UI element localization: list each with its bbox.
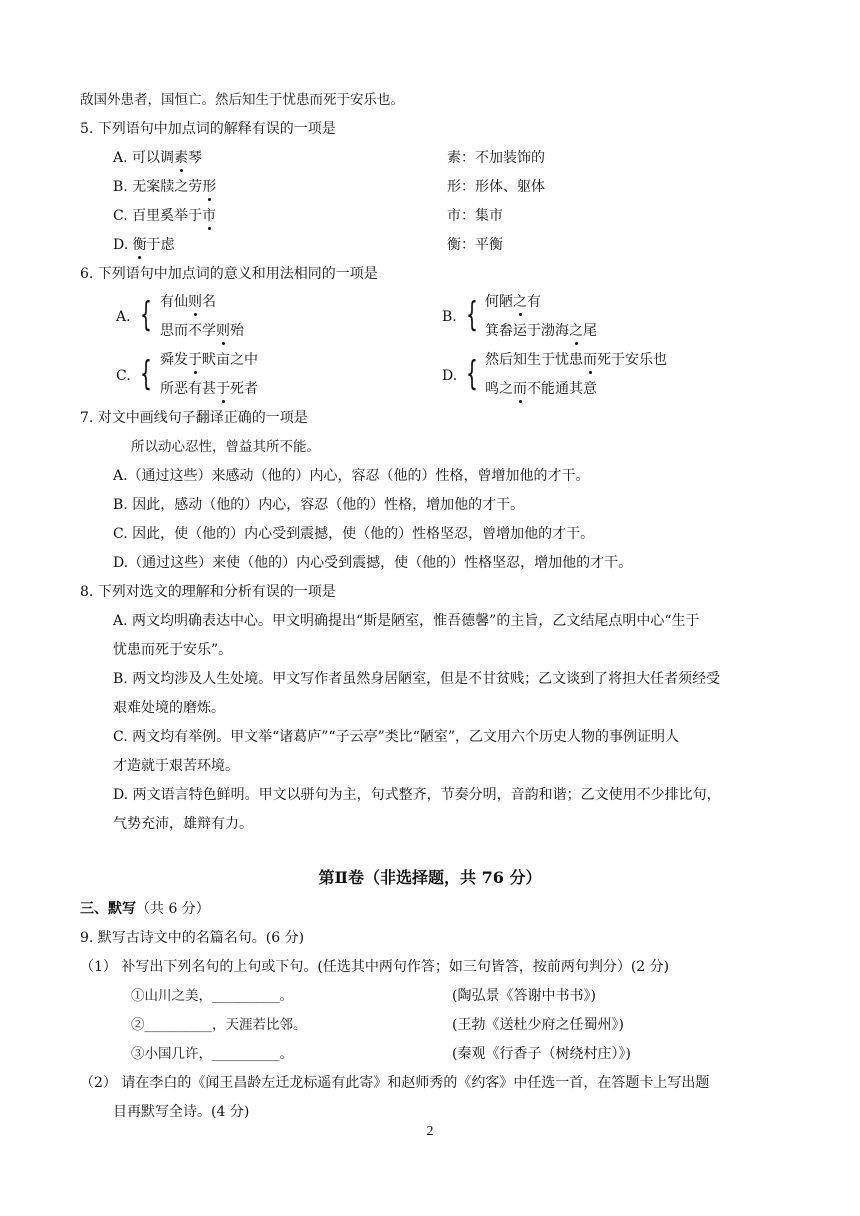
passage-last-line: 敌国外患者，国恒亡。然后知生于忧患而死于安乐也。 — [80, 92, 404, 108]
q6-stem: 6. 下列语句中加点词的意义和用法相同的一项是 — [80, 266, 378, 282]
q7-quote: 所以动心忍性，曾益其所不能。 — [131, 439, 320, 455]
q9-stem: 9. 默写古诗文中的名篇名句。(6 分) — [80, 930, 305, 946]
q9-item-1-source: (陶弘景《答谢中书书》) — [452, 988, 596, 1004]
q6-b-line1: 何陋之有 — [485, 294, 541, 310]
q9-item-2: ②__________，天涯若比邻。 — [131, 1017, 307, 1033]
q6-c-label: C. — [116, 368, 131, 384]
q5-option-a: A. 可以调素琴 — [113, 150, 203, 166]
q6-c-line1: 舜发于畎亩之中 — [160, 352, 258, 368]
q8-option-a-line2: 忧患而死于安乐”。 — [113, 642, 233, 658]
q8-option-b-line2: 艰难处境的磨炼。 — [113, 700, 225, 716]
q5-gloss-d: 衡：平衡 — [447, 237, 503, 253]
section3-heading — [80, 899, 210, 919]
q5-option-d: D. 衡于虑 — [113, 237, 175, 253]
q6-b-line2: 箕畚运于渤海之尾 — [485, 323, 597, 339]
q9-item-3: ③小国几许，__________。 — [131, 1046, 293, 1062]
q9-item-3-source: (秦观《行香子（树绕村庄）》) — [452, 1046, 631, 1062]
brace-icon: { — [466, 295, 478, 335]
q6-a-line2: 思而不学则殆 — [160, 323, 244, 339]
brace-icon: { — [140, 354, 152, 394]
q7-option-b: B. 因此，感动（他的）内心，容忍（他的）性格，增加他的才干。 — [113, 497, 525, 513]
q9-sub2-line1: （2） 请在李白的《闻王昌龄左迁龙标遥有此寄》和赵师秀的《约客》中任选一首，在答题卡上写出题 — [80, 1075, 710, 1091]
q7-option-d: D.（通过这些）来使（他的）内心受到震撼，使（他的）性格坚忍，增加他的才干。 — [113, 555, 633, 571]
q8-option-c-line2: 才造就于艰苦环境。 — [113, 758, 239, 774]
q7-option-a: A.（通过这些）来感动（他的）内心，容忍（他的）性格，曾增加他的才干。 — [113, 468, 590, 484]
q5-option-c: C. 百里奚举于市 — [113, 208, 217, 224]
brace-icon: { — [140, 295, 152, 335]
q8-option-d-line2: 气势充沛，雄辩有力。 — [113, 816, 253, 832]
q6-a-line1: 有仙则名 — [160, 294, 216, 310]
section3-score: （共 6 分） — [136, 901, 210, 917]
brace-icon: { — [466, 354, 478, 394]
q5-gloss-b: 形：形体、躯体 — [447, 179, 545, 195]
q8-option-c-line1: C. 两文均有举例。甲文举“诸葛庐”“子云亭”类比“陋室”，乙文用六个历史人物的事例证明人 — [113, 729, 680, 745]
q5-option-b: B. 无案牍之劳形 — [113, 179, 217, 195]
q8-option-d-line1: D. 两文语言特色鲜明。甲文以骈句为主，句式整齐，节奏分明，音韵和谐；乙文使用不少排比句， — [113, 787, 721, 803]
q9-item-1: ①山川之美，__________。 — [131, 988, 293, 1004]
q8-stem: 8. 下列对选文的理解和分析有误的一项是 — [80, 584, 336, 600]
q6-b-label: B. — [442, 309, 457, 325]
q7-option-c: C. 因此，使（他的）内心受到震撼，使（他的）性格坚忍，曾增加他的才干。 — [113, 526, 595, 542]
q6-d-line1: 然后知生于忧患而死于安乐也 — [485, 352, 667, 368]
q7-stem: 7. 对文中画线句子翻译正确的一项是 — [80, 410, 308, 426]
q6-d-label: D. — [442, 368, 458, 384]
q5-stem: 5. 下列语句中加点词的解释有误的一项是 — [80, 121, 336, 137]
part2-title: 第Ⅱ卷（非选择题，共 76 分） — [318, 868, 542, 887]
section3-title: 三、默写 — [80, 901, 136, 917]
q6-c-line2: 所恶有甚于死者 — [160, 381, 258, 397]
q9-item-2-source: (王勃《送杜少府之任蜀州》) — [452, 1017, 624, 1033]
q9-sub1: （1） 补写出下列名句的上句或下句。(任选其中两句作答；如三句皆答，按前两句判分）(2 分) — [80, 959, 670, 975]
q6-d-line2: 鸣之而不能通其意 — [485, 381, 597, 397]
q8-option-b-line1: B. 两文均涉及人生处境。甲文写作者虽然身居陋室，但是不甘贫贱；乙文谈到了将担大任者须经受 — [113, 671, 721, 687]
q5-gloss-c: 市：集市 — [447, 208, 503, 224]
page-number: 2 — [426, 1124, 434, 1139]
q5-gloss-a: 素：不加装饰的 — [447, 150, 545, 166]
q8-option-a-line1: A. 两文均明确表达中心。甲文明确提出“斯是陋室，惟吾德馨”的主旨，乙文结尾点明中心“生于 — [113, 613, 700, 629]
q6-a-label: A. — [116, 309, 131, 325]
q9-sub2-line2: 目再默写全诗。(4 分) — [113, 1104, 250, 1120]
